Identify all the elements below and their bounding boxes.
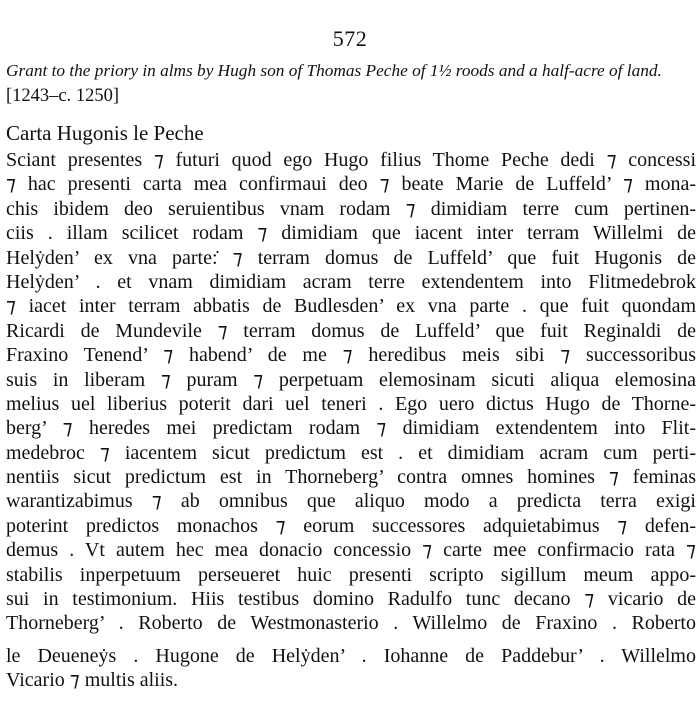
page-number: 572	[332, 26, 368, 51]
charter-line: poterint predictos monachos ⁊ eorum successores adquietabimus ⁊ defen-	[6, 514, 696, 537]
charter-line: berg’ ⁊ heredes mei predictam rodam ⁊ dimidiam extendentem into Flit-	[6, 417, 696, 440]
charter-line: Ricardi de Mundevile ⁊ terram domus de Luffeld’ que fuit Reginaldi de	[6, 319, 696, 342]
charter-line: sui in testimonium. Hiis testibus domino Radulfo tunc decano ⁊ vicario de	[6, 588, 696, 611]
charter-line: melius uel liberius poterit dari uel teneri . Ego uero dictus Hugo de Thorne-	[6, 392, 696, 415]
charter-line: Sciant presentes ⁊ futuri quod ego Hugo filius Thome Peche dedi ⁊ concessi	[6, 149, 696, 171]
charter-line: demus . Vt autem hec mea donacio concessio ⁊ carte mee confirmacio rata ⁊	[6, 539, 696, 562]
charter-line: Helẏden’ ex vna parte:̇ ⁊ terram domus de Luffeld’ que fuit Hugonis de	[6, 246, 696, 269]
charter-line: suis in liberam ⁊ puram ⁊ perpetuam elemosinam sicuti aliqua elemosina	[6, 368, 696, 391]
charter-line: stabilis inperpetuum perseueret huic presenti scripto sigillum meum appo-	[6, 563, 696, 586]
charter-summary-heading: Grant to the priory in alms by Hugh son of Thomas Peche of 1½ roods and a half-acre of land.	[6, 61, 662, 80]
charter-line: ⁊ hac presenti carta mea confirmaui deo ⁊ beate Marie de Luffeld’ ⁊ mona-	[6, 173, 696, 196]
charter-line: ciis . illam scilicet rodam ⁊ dimidiam que iacent inter terram Willelmi de	[6, 222, 696, 245]
charter-line: chis ibidem deo seruientibus vnam rodam ⁊ dimidiam terre cum pertinen-	[6, 197, 696, 220]
charter-line: ⁊ iacet inter terram abbatis de Budlesden’ ex vna parte . que fuit quondam	[6, 295, 696, 318]
charter-title: Carta Hugonis le Peche	[6, 121, 204, 145]
charter-line: Thorneberg’ . Roberto de Westmonasterio . Willelmo de Fraxino . Roberto	[6, 612, 696, 635]
charter-text	[6, 148, 696, 693]
charter-line: Helẏden’ . et vnam dimidiam acram terre extendentem into Flitmedebrok	[6, 270, 696, 293]
charter-line: medebroc ⁊ iacentem sicut predictum est . et dimidiam acram cum perti-	[6, 441, 696, 464]
charter-date: [1243–c. 1250]	[6, 86, 120, 106]
charter-line: nentiis sicut predictum est in Thorneberg’ contra omnes homines ⁊ feminas	[6, 466, 696, 489]
charter-line: warantizabimus ⁊ ab omnibus que aliquo modo a predicta terra exigi	[6, 490, 696, 513]
charter-line: Vicario ⁊ multis aliis.	[6, 669, 179, 692]
charter-line: Fraxino Tenend’ ⁊ habend’ de me ⁊ heredibus meis sibi ⁊ successoribus	[6, 344, 696, 367]
charter-line: le Deueneẏs . Hugone de Helẏden’ . Iohanne de Paddebur’ . Willelmo	[6, 644, 696, 667]
